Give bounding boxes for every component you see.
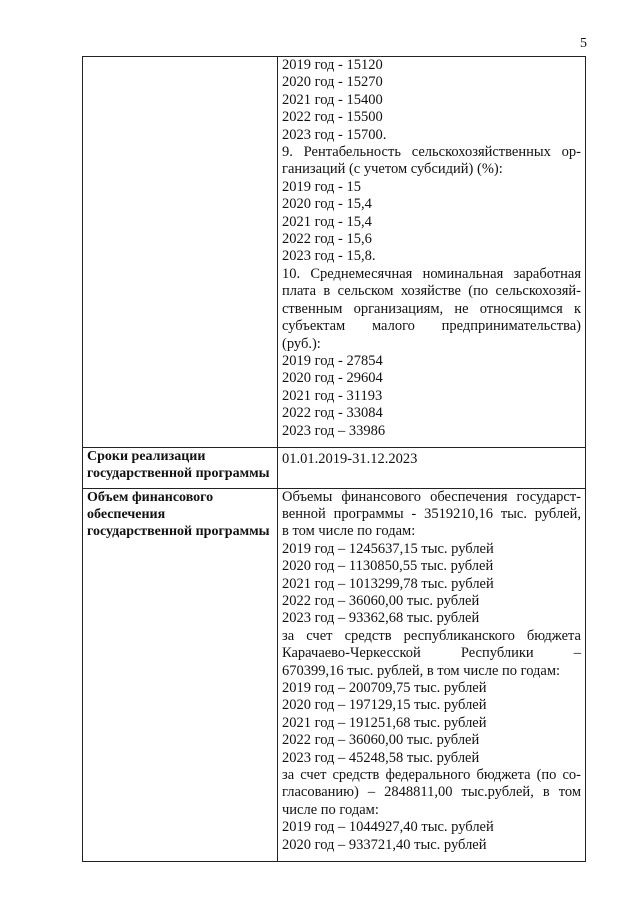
item10-year: 2020 год - 29604	[282, 370, 383, 387]
table-row-terms	[83, 448, 586, 488]
finance-federal-year: 2020 год – 933721,40 тыс. рублей	[282, 836, 487, 853]
item10-year: 2022 год - 33084	[282, 405, 383, 422]
item10-year: 2021 год - 31193	[282, 387, 383, 404]
finance-federal-text: за счет средств федерального бюджета (по со-	[282, 767, 581, 784]
finance-total-year: 2022 год – 36060,00 тыс. рублей	[282, 592, 480, 609]
item9-year: 2021 год - 15,4	[282, 213, 372, 230]
finance-federal-text: числе по годам:	[282, 801, 379, 818]
finance-regional-year: 2019 год – 200709,75 тыс. рублей	[282, 680, 487, 696]
item10-text: 10. Среднемесячная номинальная заработная	[282, 265, 581, 282]
item9-year: 2023 год - 15,8.	[282, 248, 376, 265]
finance-regional-text: 670399,16 тыс. рублей, в том числе по годам:	[282, 662, 561, 679]
item9-text: ганизаций (с учетом субсидий) (%):	[282, 161, 503, 178]
finance-label: Объем финансового обеспечения государственной программы	[83, 488, 278, 861]
finance-total-year: 2023 год – 93362,68 тыс. рублей	[282, 610, 480, 627]
table-row-indicators	[83, 57, 586, 448]
finance-regional-year: 2023 год – 45248,58 тыс. рублей	[282, 749, 480, 766]
item10-text: ственным организациям, не относящимся к	[282, 300, 581, 317]
finance-regional-text: за счет средств республиканского бюджета	[282, 627, 581, 644]
finance-intro: в том числе по годам:	[282, 523, 416, 540]
finance-cell	[278, 488, 586, 861]
indicator-line: 2022 год - 15500	[282, 109, 383, 126]
page-number: 5	[580, 36, 587, 51]
item9-text: 9. Рентабельность сельскохозяйственных ор-	[282, 144, 581, 161]
item10-text: (руб.):	[282, 335, 321, 352]
item9-year: 2022 год - 15,6	[282, 231, 372, 248]
finance-total-year: 2019 год – 1245637,15 тыс. рублей	[282, 540, 494, 557]
finance-intro: венной программы - 3519210,16 тыс. рублей,	[282, 505, 581, 522]
terms-label: Сроки реализации государственной программы	[83, 448, 278, 488]
indicator-line: 2020 год - 15270	[282, 74, 383, 91]
finance-total-year: 2020 год – 1130850,55 тыс. рублей	[282, 558, 494, 575]
item9-year: 2020 год - 15,4	[282, 196, 372, 213]
empty-label-cell	[83, 57, 278, 448]
finance-federal-text: гласованию) – 2848811,00 тыс.рублей, в том	[282, 784, 581, 801]
indicators-cell	[278, 57, 586, 448]
finance-intro: Объемы финансового обеспечения государст-	[282, 488, 581, 505]
indicator-line: 2019 год - 15120	[282, 57, 383, 73]
finance-regional-year: 2021 год – 191251,68 тыс. рублей	[282, 714, 487, 731]
item10-text: субъектам малого предпринимательства)	[282, 318, 581, 335]
indicator-line: 2023 год - 15700.	[282, 126, 387, 143]
item10-year: 2023 год – 33986	[282, 422, 386, 439]
indicator-line: 2021 год - 15400	[282, 91, 383, 108]
finance-regional-year: 2020 год – 197129,15 тыс. рублей	[282, 697, 487, 714]
finance-federal-year: 2019 год – 1044927,40 тыс. рублей	[282, 819, 494, 836]
finance-total-year: 2021 год – 1013299,78 тыс. рублей	[282, 575, 494, 592]
item10-text: плата в сельском хозяйстве (по сельскохозяй-	[282, 283, 581, 300]
item10-year: 2019 год - 27854	[282, 352, 383, 369]
terms-value: 01.01.2019-31.12.2023	[278, 448, 586, 488]
program-passport-table	[82, 56, 586, 862]
item9-year: 2019 год - 15	[282, 178, 361, 195]
finance-regional-text: Карачаево-Черкесской Республики –	[282, 645, 581, 662]
finance-regional-year: 2022 год – 36060,00 тыс. рублей	[282, 732, 480, 749]
table-row-finance	[83, 488, 586, 861]
